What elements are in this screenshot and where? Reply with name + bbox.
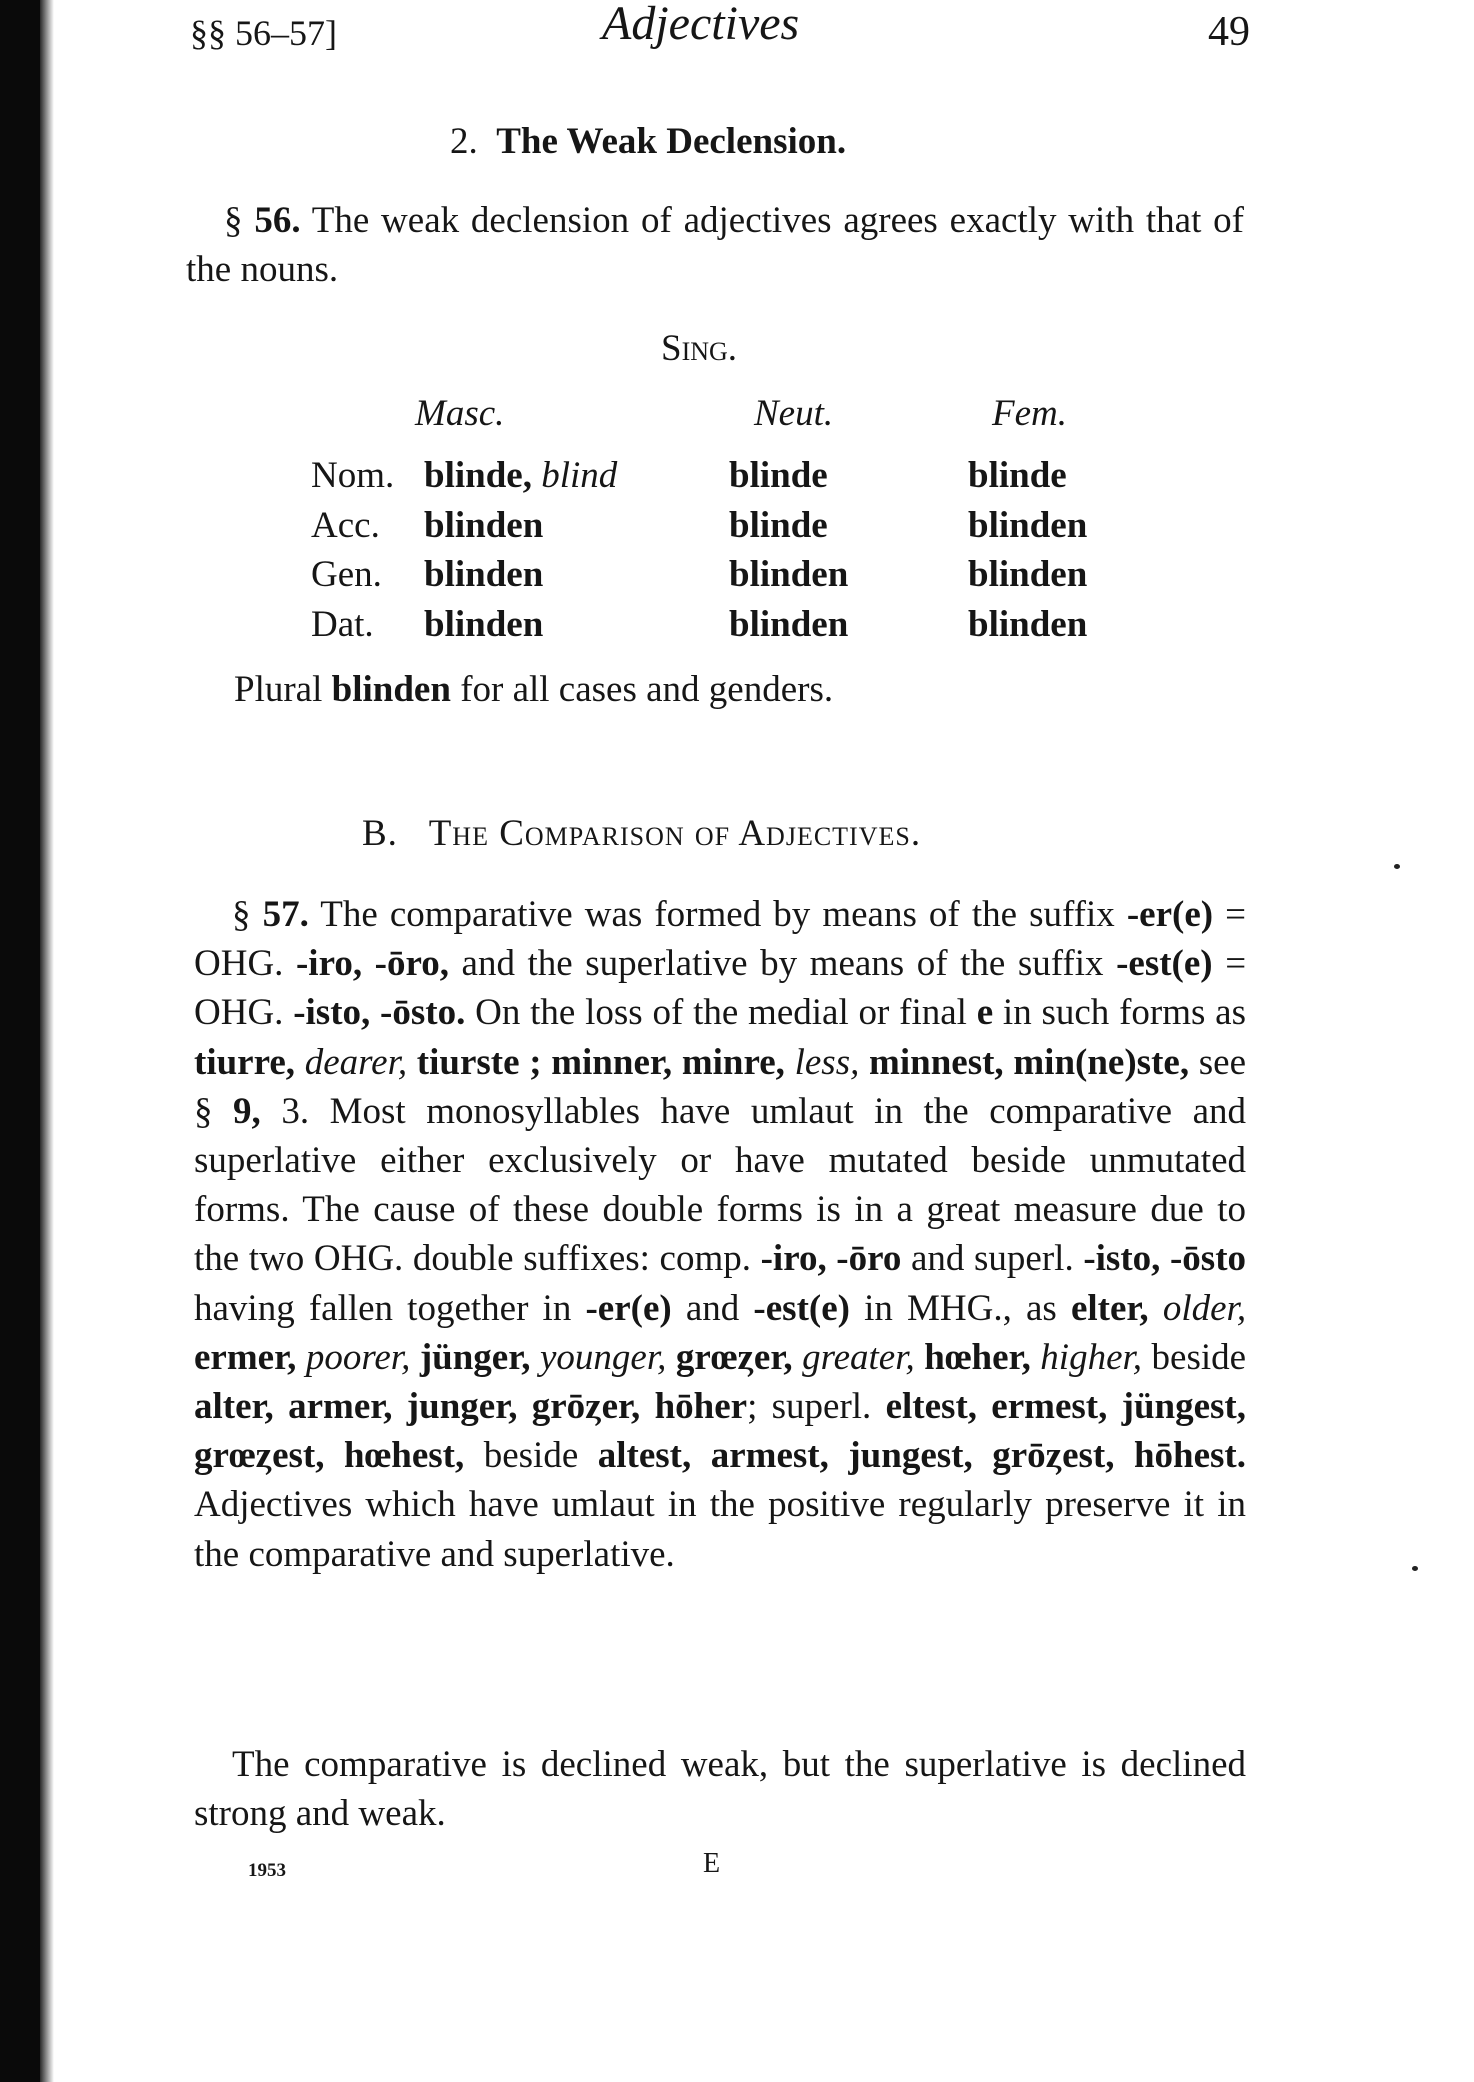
case-label: Dat. <box>311 604 374 645</box>
table-cell-fem: blinden <box>968 505 1088 546</box>
section-sign: § <box>232 894 251 935</box>
page-binding-shadow <box>40 0 54 2082</box>
table-cell-masc: blinden <box>424 554 544 595</box>
table-cell-fem: blinden <box>968 554 1088 595</box>
table-cell-masc: blinden <box>424 505 544 546</box>
table-cell-fem: blinden <box>968 604 1088 645</box>
ink-speck <box>1412 1566 1418 1571</box>
section-title: The Comparison of Adjectives. <box>428 813 922 854</box>
paragraph-comparative-declension: The comparative is declined weak, but the superlative is declined strong and weak. <box>194 1744 1246 1835</box>
ink-speck <box>1394 864 1400 869</box>
page-binding-edge <box>0 0 40 2082</box>
paragraph-number: 56. <box>254 200 301 241</box>
case-label: Nom. <box>311 455 395 496</box>
paragraph-number: 57. <box>262 894 309 935</box>
table-caption: Sing. <box>661 328 738 369</box>
case-label: Acc. <box>311 505 380 546</box>
column-header-masc: Masc. <box>415 393 505 434</box>
case-label: Gen. <box>311 554 382 595</box>
section-b-heading <box>362 812 921 855</box>
heading-number: 2. <box>450 121 478 162</box>
table-cell-neut: blinde <box>729 505 828 546</box>
table-cell-neut: blinde <box>729 455 828 496</box>
signature-mark: E <box>703 1848 721 1879</box>
running-head <box>190 0 1250 70</box>
printer-number: 1953 <box>248 1860 286 1881</box>
table-cell-neut: blinden <box>729 554 849 595</box>
section-range: §§ 56–57] <box>190 13 337 53</box>
column-header-fem: Fem. <box>992 393 1067 434</box>
section-letter: B. <box>362 813 398 854</box>
page-number: 49 <box>1208 9 1250 55</box>
table-cell-neut: blinden <box>729 604 849 645</box>
table-cell-fem: blinde <box>968 455 1067 496</box>
paragraph-56 <box>186 196 1244 294</box>
chapter-title: Adjectives <box>602 0 800 50</box>
heading-title: The Weak Declension. <box>496 121 847 162</box>
section-heading <box>450 120 846 163</box>
paragraph-text: The weak declension of adjectives agrees exactly with that of the nouns. <box>186 200 1244 291</box>
column-header-neut: Neut. <box>754 393 834 434</box>
plural-note: Plural blinden for all cases and genders. <box>234 669 834 710</box>
table-cell-masc: blinden <box>424 604 544 645</box>
section-sign: § <box>224 200 243 241</box>
paragraph-57: § 57. The comparative was formed by means of the suffix -er(e) = OHG. -iro, -ōro, and the superlative by means of the suffix -est(e) = OHG. -isto, -ōsto. On the loss of the medial or final e in such forms as tiurre, dearer, tiurste ; minner, minre, less, minnest, min(ne)ste, see § 9, 3. Most monosyllables have umlaut in the comparative and superlative either exclusively or have mutated beside unmutated forms. The cause of these double forms is in a great measure due to the two OHG. double suffixes: comp. -iro, -ōro and superl. -isto, -ōsto having fallen together in -er(e) and -est(e) in MHG., as elter, older, ermer, poorer, jünger, younger, grœȥer, greater, hœher, higher, beside alter, armer, junger, grōȥer, hōher; superl. eltest, ermest, jüngest, grœȥest, hœhest, beside altest, armest, jungest, grōȥest, hōhest. Adjectives which have umlaut in the positive regularly preserve it in the comparative and superlative. <box>194 894 1247 1575</box>
table-cell-masc: blinde, blind <box>424 455 618 496</box>
